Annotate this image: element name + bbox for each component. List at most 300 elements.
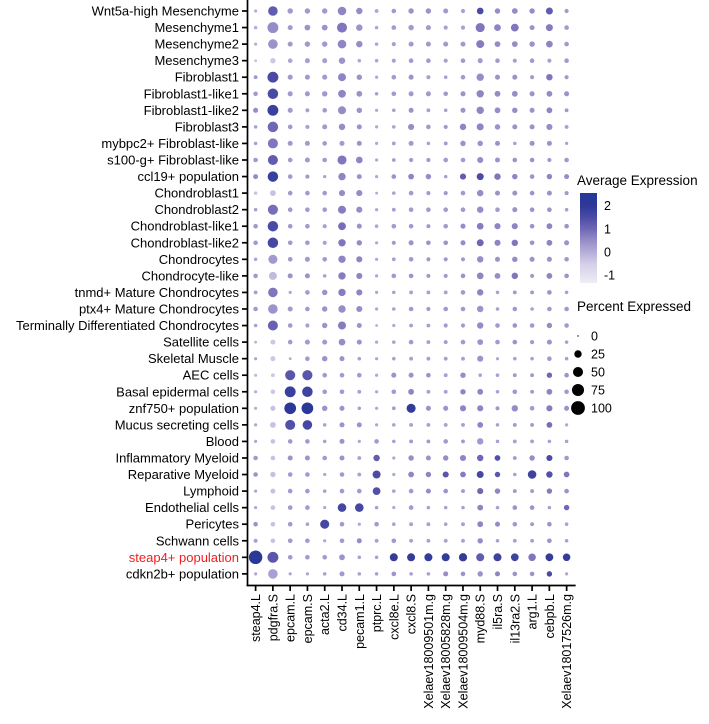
expression-dot <box>547 488 552 493</box>
expression-dot <box>375 390 378 393</box>
expression-dot <box>338 256 345 263</box>
expression-dot <box>268 89 279 100</box>
expression-dot <box>513 439 517 443</box>
expression-dot <box>306 572 309 575</box>
expression-dot <box>547 273 553 279</box>
expression-dot <box>495 571 500 576</box>
expression-dot <box>565 291 569 295</box>
expression-dot <box>547 240 553 246</box>
expression-dot <box>477 389 483 395</box>
col-labels <box>249 594 574 709</box>
expression-dot <box>513 373 517 377</box>
col-label: ptprc.L <box>370 594 385 633</box>
expression-dot <box>375 258 378 261</box>
expression-dot <box>477 256 483 262</box>
expression-dot <box>547 141 552 146</box>
expression-dot <box>407 553 415 561</box>
expression-dot <box>254 440 257 443</box>
expression-dot <box>254 59 257 62</box>
expression-dot <box>357 538 362 543</box>
expression-dot <box>323 440 327 444</box>
expression-dot <box>375 158 378 161</box>
expression-dot <box>356 24 362 30</box>
expression-dot <box>254 374 257 377</box>
expression-dot <box>322 124 327 129</box>
expression-dot <box>305 175 309 179</box>
expression-dot <box>443 406 448 411</box>
expression-dot <box>288 125 293 130</box>
expression-dot <box>512 41 518 47</box>
expression-dot <box>461 439 465 443</box>
expression-dot <box>496 506 500 510</box>
expression-dot <box>288 323 293 328</box>
expression-dot <box>426 290 430 294</box>
expression-dot <box>443 439 448 444</box>
expression-dot <box>530 191 535 196</box>
expression-dot <box>269 272 277 280</box>
expression-dot <box>357 390 361 394</box>
col-label: arg1.L <box>525 594 540 630</box>
expression-dot <box>564 307 569 312</box>
expression-dot <box>357 141 362 146</box>
expression-dot <box>409 141 414 146</box>
expression-dot <box>564 91 569 96</box>
expression-dot <box>444 257 448 261</box>
row-label: mybpc2+ Fibroblast-like <box>101 135 239 151</box>
expression-dot <box>426 390 430 394</box>
expression-dot <box>409 539 413 543</box>
expression-dot <box>305 125 309 129</box>
expression-dot <box>323 539 326 542</box>
expression-dot <box>392 59 396 63</box>
expression-dot <box>288 273 293 278</box>
expression-dot <box>408 174 414 180</box>
row-label: Fibroblast1-like2 <box>143 102 239 118</box>
expression-dot <box>358 440 361 443</box>
expression-dot <box>565 340 569 344</box>
expression-dot <box>460 91 465 96</box>
expression-dot <box>444 141 448 145</box>
expression-dot <box>443 42 448 47</box>
expression-dot <box>546 553 554 561</box>
percent-legend-dot <box>571 401 585 415</box>
expression-dot <box>461 290 466 295</box>
dots-layer <box>249 6 571 578</box>
expression-dot <box>493 553 501 561</box>
expression-dot <box>443 224 448 229</box>
expression-dot <box>461 522 465 526</box>
expression-dot <box>547 538 552 543</box>
expression-dot <box>409 91 414 96</box>
expression-dot <box>512 389 517 394</box>
expression-dot <box>495 207 500 212</box>
col-label: epcam.L <box>283 594 298 642</box>
expression-dot <box>547 571 552 576</box>
row-label: Fibroblast3 <box>174 119 239 135</box>
expression-dot <box>357 489 362 494</box>
percent-legend-label: 0 <box>591 329 598 344</box>
expression-dot <box>288 58 293 63</box>
expression-dot <box>511 553 519 561</box>
row-label: Mucus secreting cells <box>114 417 239 433</box>
expression-dot <box>444 340 448 344</box>
row-label: ptx4+ Mature Chondrocytes <box>78 301 239 317</box>
colorbar-tick-label: -1 <box>604 268 616 283</box>
expression-dot <box>337 155 346 164</box>
expression-dot <box>495 157 500 162</box>
expression-dot <box>426 224 430 228</box>
colorbar-tick-label: 2 <box>604 199 611 214</box>
expression-dot <box>409 572 413 576</box>
expression-dot <box>357 373 362 378</box>
expression-dot <box>512 124 517 129</box>
expression-dot <box>253 522 258 527</box>
row-label: Terminally Differentiated Chondrocytes <box>15 318 239 334</box>
expression-dot <box>305 91 310 96</box>
expression-dot <box>358 59 362 63</box>
expression-dot <box>392 141 396 145</box>
expression-dot <box>513 539 517 543</box>
expression-dot <box>461 75 466 80</box>
expression-dot <box>322 91 327 96</box>
expression-dot <box>373 487 381 495</box>
expression-dot <box>322 290 327 295</box>
expression-dot <box>339 571 344 576</box>
expression-dot <box>461 158 466 163</box>
expression-dot <box>409 191 414 196</box>
expression-dot <box>305 25 311 31</box>
expression-dot <box>564 42 569 47</box>
expression-dot <box>495 340 500 345</box>
expression-dot <box>495 191 500 196</box>
col-label: cxcl8e.L <box>387 594 402 640</box>
expression-dot <box>288 522 293 527</box>
expression-dot <box>305 290 310 295</box>
expression-dot <box>444 75 448 79</box>
expression-dot <box>288 191 293 196</box>
expression-dot <box>392 158 396 162</box>
expression-dot <box>547 307 552 312</box>
expression-dot <box>530 108 535 113</box>
expression-dot <box>477 223 484 230</box>
expression-dot <box>426 324 430 328</box>
expression-dot <box>375 357 378 360</box>
expression-dot <box>268 221 279 232</box>
expression-dot <box>530 207 535 212</box>
expression-dot <box>496 357 499 360</box>
expression-dot <box>271 522 276 527</box>
row-label: Lymphoid <box>183 483 239 499</box>
expression-dot <box>322 306 327 311</box>
expression-dot <box>564 274 569 279</box>
expression-dot <box>375 407 378 410</box>
expression-dot <box>477 306 483 312</box>
col-label: cd34.L <box>335 594 350 632</box>
expression-dot <box>530 522 534 526</box>
expression-dot <box>392 109 396 113</box>
expression-dot <box>391 91 396 96</box>
expression-dot <box>477 438 483 444</box>
row-label: znf750+ population <box>128 400 239 416</box>
expression-dot <box>495 141 500 146</box>
expression-dot <box>477 538 482 543</box>
expression-dot <box>426 25 431 30</box>
expression-dot <box>302 387 313 398</box>
expression-dot <box>477 521 483 527</box>
percent-legend-dot <box>573 367 583 377</box>
expression-dot <box>268 288 278 298</box>
expression-dot <box>530 25 535 30</box>
expression-dot <box>254 357 257 360</box>
row-labels <box>16 4 240 582</box>
expression-dot <box>512 191 517 196</box>
expression-dot <box>288 538 293 543</box>
expression-dot <box>477 322 483 328</box>
expression-dot <box>408 25 413 30</box>
expression-dot <box>513 142 517 146</box>
expression-dot <box>461 572 466 577</box>
expression-dot <box>322 25 328 31</box>
expression-dot <box>564 58 569 63</box>
expression-dot <box>392 257 396 261</box>
row-label: Skeletal Muscle <box>147 351 239 367</box>
expression-dot <box>305 108 309 112</box>
expression-dot <box>409 324 413 328</box>
expression-dot <box>288 75 293 80</box>
expression-dot <box>303 420 313 430</box>
expression-dot <box>253 472 258 477</box>
expression-dot <box>288 306 293 311</box>
expression-dot <box>288 158 293 163</box>
expression-dot <box>512 223 518 229</box>
expression-dot <box>477 471 484 478</box>
expression-dot <box>477 173 484 180</box>
expression-dot <box>305 455 310 460</box>
expression-dot <box>478 58 483 63</box>
expression-dot <box>496 440 500 444</box>
expression-dot <box>426 158 430 162</box>
expression-dot <box>356 91 362 97</box>
expression-dot <box>477 505 483 511</box>
expression-dot <box>358 556 362 560</box>
percent-legend-label: 75 <box>591 383 605 398</box>
expression-dot <box>339 439 344 444</box>
expression-dot <box>495 522 500 527</box>
expression-dot <box>305 207 310 212</box>
expression-dot <box>444 274 448 278</box>
avg-expression-legend-title: Average Expression <box>577 173 698 188</box>
expression-dot <box>356 8 362 14</box>
expression-dot <box>477 339 483 345</box>
expression-dot <box>513 473 517 477</box>
expression-dot <box>477 405 483 411</box>
expression-dot <box>270 190 276 196</box>
expression-dot <box>339 339 346 346</box>
colorbar-tick-label: 1 <box>604 222 611 237</box>
expression-dot <box>547 59 551 63</box>
expression-dot <box>392 42 396 46</box>
expression-dot <box>339 356 344 361</box>
expression-dot <box>530 240 535 245</box>
expression-dot <box>338 206 346 214</box>
expression-dot <box>288 25 293 30</box>
row-label: Chondroblast2 <box>154 202 239 218</box>
expression-dot <box>407 404 416 413</box>
expression-dot <box>409 522 413 526</box>
expression-dot <box>530 58 535 63</box>
row-label: AEC cells <box>182 367 239 383</box>
expression-dot <box>322 8 327 13</box>
expression-dot <box>271 538 276 543</box>
col-label: Xelaev18009501m.g <box>421 594 436 709</box>
col-label: Xelaev18005828m.g <box>439 594 454 709</box>
colorbar-ticks <box>597 199 615 282</box>
expression-dot <box>356 273 362 279</box>
expression-dot <box>426 75 430 79</box>
expression-dot <box>338 289 345 296</box>
expression-dot <box>563 554 571 562</box>
expression-dot <box>305 41 310 46</box>
expression-dot <box>270 422 276 428</box>
expression-dot <box>271 389 276 394</box>
expression-dot <box>494 240 500 246</box>
expression-dot <box>254 506 257 509</box>
expression-dot <box>305 307 310 312</box>
expression-dot <box>565 539 569 543</box>
expression-dot <box>338 90 346 98</box>
expression-dot <box>340 373 345 378</box>
expression-dot <box>426 174 431 179</box>
row-label: cdkn2b+ population <box>125 566 239 582</box>
expression-dot <box>322 356 327 361</box>
expression-dot <box>392 125 396 129</box>
expression-dot <box>268 171 279 182</box>
expression-dot <box>253 274 258 279</box>
expression-dot <box>409 158 413 162</box>
expression-dot <box>254 407 257 410</box>
expression-dot <box>390 553 398 561</box>
expression-dot <box>288 505 293 510</box>
expression-dot <box>548 506 552 510</box>
expression-dot <box>460 108 465 113</box>
row-label: s100-g+ Fibroblast-like <box>107 152 239 168</box>
col-label: il13ra2.S <box>508 594 523 644</box>
col-label: cxcl8.S <box>404 594 419 635</box>
row-label: Basal epidermal cells <box>116 384 239 400</box>
expression-dot <box>530 406 535 411</box>
expression-dot <box>374 439 379 444</box>
expression-dot <box>338 239 345 246</box>
expression-dot <box>477 123 484 130</box>
percent-expressed-legend-title: Percent Expressed <box>577 299 692 314</box>
expression-dot <box>305 356 310 361</box>
expression-dot <box>547 257 552 262</box>
expression-dot <box>443 455 448 460</box>
expression-dot <box>322 191 327 196</box>
expression-dot <box>392 241 396 245</box>
expression-dot <box>409 75 414 80</box>
expression-dot <box>443 91 448 96</box>
expression-dot <box>338 7 347 16</box>
expression-dot <box>460 405 466 411</box>
expression-dot <box>270 356 275 361</box>
expression-dot <box>323 506 326 509</box>
expression-dot <box>323 274 327 278</box>
expression-dot <box>495 323 500 328</box>
expression-dot <box>392 522 396 526</box>
row-label: Satellite cells <box>163 334 239 350</box>
expression-dot <box>476 553 484 561</box>
expression-dot <box>322 373 327 378</box>
expression-dot <box>305 472 310 477</box>
expression-dot <box>375 109 378 112</box>
expression-dot <box>339 554 345 560</box>
expression-dot <box>355 503 364 512</box>
expression-dot <box>461 191 466 196</box>
expression-dot <box>305 224 310 229</box>
expression-dot <box>477 273 484 280</box>
expression-dot <box>357 74 362 79</box>
expression-dot <box>322 406 327 411</box>
expression-dot <box>512 340 517 345</box>
expression-dot <box>512 207 517 212</box>
expression-dot <box>268 205 278 215</box>
expression-dot <box>305 340 310 345</box>
expression-dot <box>565 440 569 444</box>
expression-dot <box>427 506 431 510</box>
expression-dot <box>547 389 553 395</box>
expression-dot <box>444 191 448 195</box>
expression-dot <box>340 522 345 527</box>
expression-dot <box>409 290 413 294</box>
expression-dot <box>322 257 327 262</box>
expression-dot <box>356 41 362 47</box>
expression-dot <box>461 9 465 13</box>
expression-dot <box>443 571 448 576</box>
expression-dot <box>426 539 430 543</box>
expression-dot <box>409 505 414 510</box>
expression-dot <box>305 439 310 444</box>
expression-dot <box>547 107 553 113</box>
row-label: Schwann cells <box>155 533 239 549</box>
expression-dot <box>271 456 276 461</box>
percent-legend-label: 25 <box>591 347 605 362</box>
expression-dot <box>287 8 292 13</box>
expression-dot <box>477 206 483 212</box>
expression-dot <box>512 505 517 510</box>
expression-dot <box>323 473 326 476</box>
expression-dot <box>565 142 568 145</box>
expression-dot <box>529 455 534 460</box>
expression-dot <box>288 555 293 560</box>
expression-dot <box>530 505 535 510</box>
expression-dot <box>285 370 295 380</box>
expression-dot <box>443 240 448 245</box>
expression-dot <box>391 174 396 179</box>
expression-dot <box>392 423 396 427</box>
expression-dot <box>408 455 413 460</box>
expression-dot <box>322 108 327 113</box>
expression-dot <box>253 240 258 245</box>
expression-dot <box>424 553 432 561</box>
expression-dot <box>512 108 517 113</box>
expression-dot <box>461 506 465 510</box>
expression-dot <box>288 141 293 146</box>
expression-dot <box>565 75 569 79</box>
expression-dot <box>461 26 465 30</box>
expression-dot <box>322 456 327 461</box>
expression-dot <box>495 107 501 113</box>
